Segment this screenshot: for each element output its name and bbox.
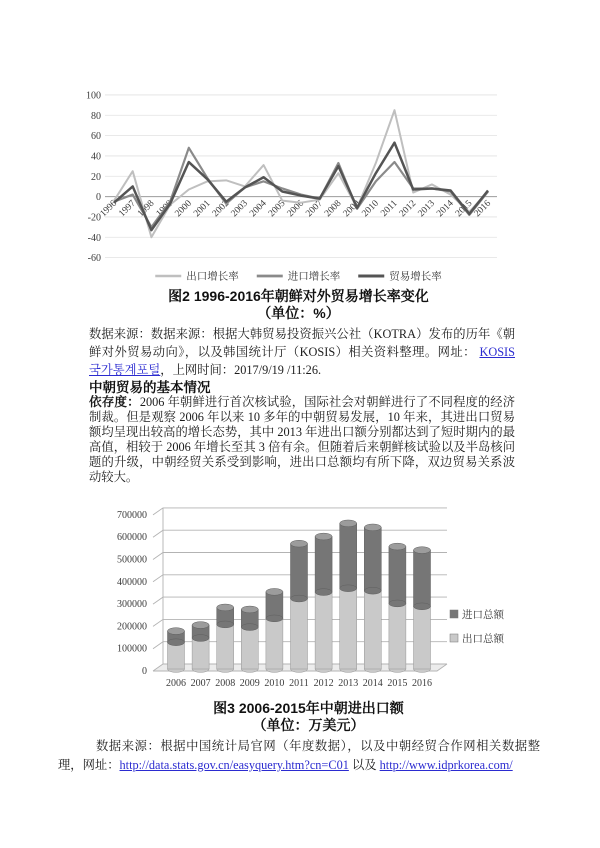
figure3-source-middle: 以及 xyxy=(348,758,380,772)
bar-chart-x-axis-labels xyxy=(166,678,432,689)
svg-text:500000: 500000 xyxy=(117,554,147,566)
bar-legend-label-1: 出口总额 xyxy=(462,634,504,645)
svg-text:40: 40 xyxy=(91,151,101,163)
stacked-bar-2006 xyxy=(168,628,185,673)
stacked-bar-2011 xyxy=(291,540,308,672)
svg-text:2005: 2005 xyxy=(266,198,288,220)
svg-text:2001: 2001 xyxy=(192,198,213,220)
svg-text:2016: 2016 xyxy=(412,678,432,689)
stacked-bar-2016 xyxy=(414,547,431,673)
line-chart-canvas xyxy=(85,88,512,286)
kosis-portal-link[interactable]: KOSIS 국가통계포털 xyxy=(89,345,515,377)
figure2-caption-unit: （单位：%） xyxy=(257,304,340,321)
figure2-line-chart xyxy=(85,88,512,321)
svg-text:2007: 2007 xyxy=(304,198,325,220)
figure2-source-text: 数据来源：数据来源：根据大韩贸易投资振兴公社（KOTRA）发布的历年《朝鲜对外贸易动向》，以及韩国统计厅（KOSIS）相关资料整理。网址： xyxy=(89,327,515,359)
svg-text:2015: 2015 xyxy=(453,198,475,220)
line-chart-gridlines xyxy=(105,95,497,258)
figure2-caption-title: 图2 1996-2016年朝鲜对外贸易增长率变化 xyxy=(168,288,429,304)
svg-text:0: 0 xyxy=(96,192,101,204)
line-chart-y-axis-labels xyxy=(86,90,101,264)
svg-text:2012: 2012 xyxy=(313,678,334,689)
svg-text:100: 100 xyxy=(86,90,101,102)
svg-text:80: 80 xyxy=(91,110,101,122)
svg-text:2004: 2004 xyxy=(248,198,269,220)
figure3-caption-title: 图3 2006-2015年中朝进出口额 xyxy=(213,700,404,716)
svg-text:1996: 1996 xyxy=(98,198,120,220)
svg-text:20: 20 xyxy=(91,171,101,183)
legend-label-2: 贸易增长率 xyxy=(389,271,442,283)
stacked-bar-2008 xyxy=(217,604,234,672)
bar-legend-swatch-1 xyxy=(450,634,458,642)
stacked-bar-2010 xyxy=(266,588,283,672)
line-chart-legend xyxy=(155,270,442,283)
svg-text:2010: 2010 xyxy=(360,198,381,220)
section-heading: 中朝贸易的基本情况 xyxy=(89,380,211,395)
bar-chart-bars xyxy=(168,520,431,672)
figure2-source-note xyxy=(89,325,515,379)
bar-chart-canvas xyxy=(95,502,522,698)
figure3-bar-chart xyxy=(95,502,522,733)
stacked-bar-2013 xyxy=(340,520,357,672)
body-paragraph xyxy=(89,395,515,485)
paragraph-lead: 依存度： xyxy=(89,395,140,409)
svg-text:1997: 1997 xyxy=(117,198,138,220)
svg-text:2015: 2015 xyxy=(387,678,408,689)
figure3-source-note xyxy=(58,737,540,775)
svg-text:300000: 300000 xyxy=(117,599,147,611)
svg-text:2002: 2002 xyxy=(210,198,232,220)
svg-text:-20: -20 xyxy=(87,212,101,224)
svg-text:2008: 2008 xyxy=(215,678,236,689)
svg-text:1999: 1999 xyxy=(154,198,176,220)
svg-text:700000: 700000 xyxy=(117,509,147,521)
svg-text:2013: 2013 xyxy=(416,198,438,220)
svg-text:0: 0 xyxy=(142,666,147,677)
svg-text:-60: -60 xyxy=(87,253,101,265)
svg-text:2013: 2013 xyxy=(338,678,359,689)
stats-gov-link[interactable]: http://data.stats.gov.cn/easyquery.htm?cn=C01 xyxy=(119,758,349,772)
legend-label-0: 出口增长率 xyxy=(186,271,239,283)
stacked-bar-2015 xyxy=(389,543,406,672)
svg-text:2010: 2010 xyxy=(264,678,285,689)
svg-text:2011: 2011 xyxy=(379,198,400,219)
paragraph-text: 2006 年朝鲜进行首次核试验，国际社会对朝鲜进行了不同程度的经济制裁。但是观察 2006 年以来 10 多年的中朝贸易发展，10 年来，其进出口贸易额均呈现出较高的增长态势，其中 2013 年进出口额分别都达到了短时期内的最高值，相较于 2006 年增长至其 3 倍有余。但随着后来朝鲜核试验以及半岛核问题的升级，中朝经贸关系受到影响，进出口总额均有所下降，双边贸易关系波动较大。 xyxy=(89,395,516,484)
svg-text:2007: 2007 xyxy=(190,678,211,689)
line-chart-series xyxy=(114,110,488,237)
svg-text:2016: 2016 xyxy=(472,198,494,220)
idprkorea-link[interactable]: http://www.idprkorea.com/ xyxy=(379,758,513,772)
stacked-bar-2009 xyxy=(241,606,258,672)
svg-text:2006: 2006 xyxy=(166,678,186,689)
svg-text:2014: 2014 xyxy=(362,678,383,689)
svg-text:2014: 2014 xyxy=(435,198,456,220)
svg-text:2009: 2009 xyxy=(239,678,260,689)
stacked-bar-2012 xyxy=(315,533,332,672)
svg-text:60: 60 xyxy=(91,131,101,143)
svg-text:2011: 2011 xyxy=(289,678,309,689)
svg-text:2000: 2000 xyxy=(173,198,194,220)
svg-text:200000: 200000 xyxy=(117,621,147,633)
bar-chart-y-axis-labels xyxy=(117,510,147,677)
svg-text:100000: 100000 xyxy=(117,643,147,655)
svg-text:400000: 400000 xyxy=(117,576,147,588)
figure2-source-suffix: ，上网时间：2017/9/19 /11:26. xyxy=(160,363,322,377)
figure3-caption xyxy=(95,700,522,733)
series-line-0 xyxy=(114,110,488,237)
legend-label-1: 进口增长率 xyxy=(287,271,341,283)
svg-text:1998: 1998 xyxy=(136,198,157,220)
figure3-source-text: 数据来源：根据中国统计局官网（年度数据），以及中朝经贸合作网相关数据整理，网址： xyxy=(58,739,540,772)
svg-text:2012: 2012 xyxy=(397,198,419,220)
svg-text:2008: 2008 xyxy=(323,198,344,220)
svg-text:600000: 600000 xyxy=(117,532,147,544)
figure2-caption xyxy=(85,288,512,321)
svg-text:2003: 2003 xyxy=(229,198,251,220)
bar-legend-swatch-0 xyxy=(450,610,458,618)
figure3-caption-unit: （单位：万美元） xyxy=(252,716,365,733)
svg-text:-40: -40 xyxy=(87,232,101,244)
bar-legend-label-0: 进口总额 xyxy=(462,610,504,621)
stacked-bar-2007 xyxy=(192,622,209,673)
bar-chart-legend xyxy=(450,608,504,645)
svg-text:2009: 2009 xyxy=(341,198,363,220)
svg-text:2006: 2006 xyxy=(285,198,307,220)
stacked-bar-2014 xyxy=(364,524,381,672)
